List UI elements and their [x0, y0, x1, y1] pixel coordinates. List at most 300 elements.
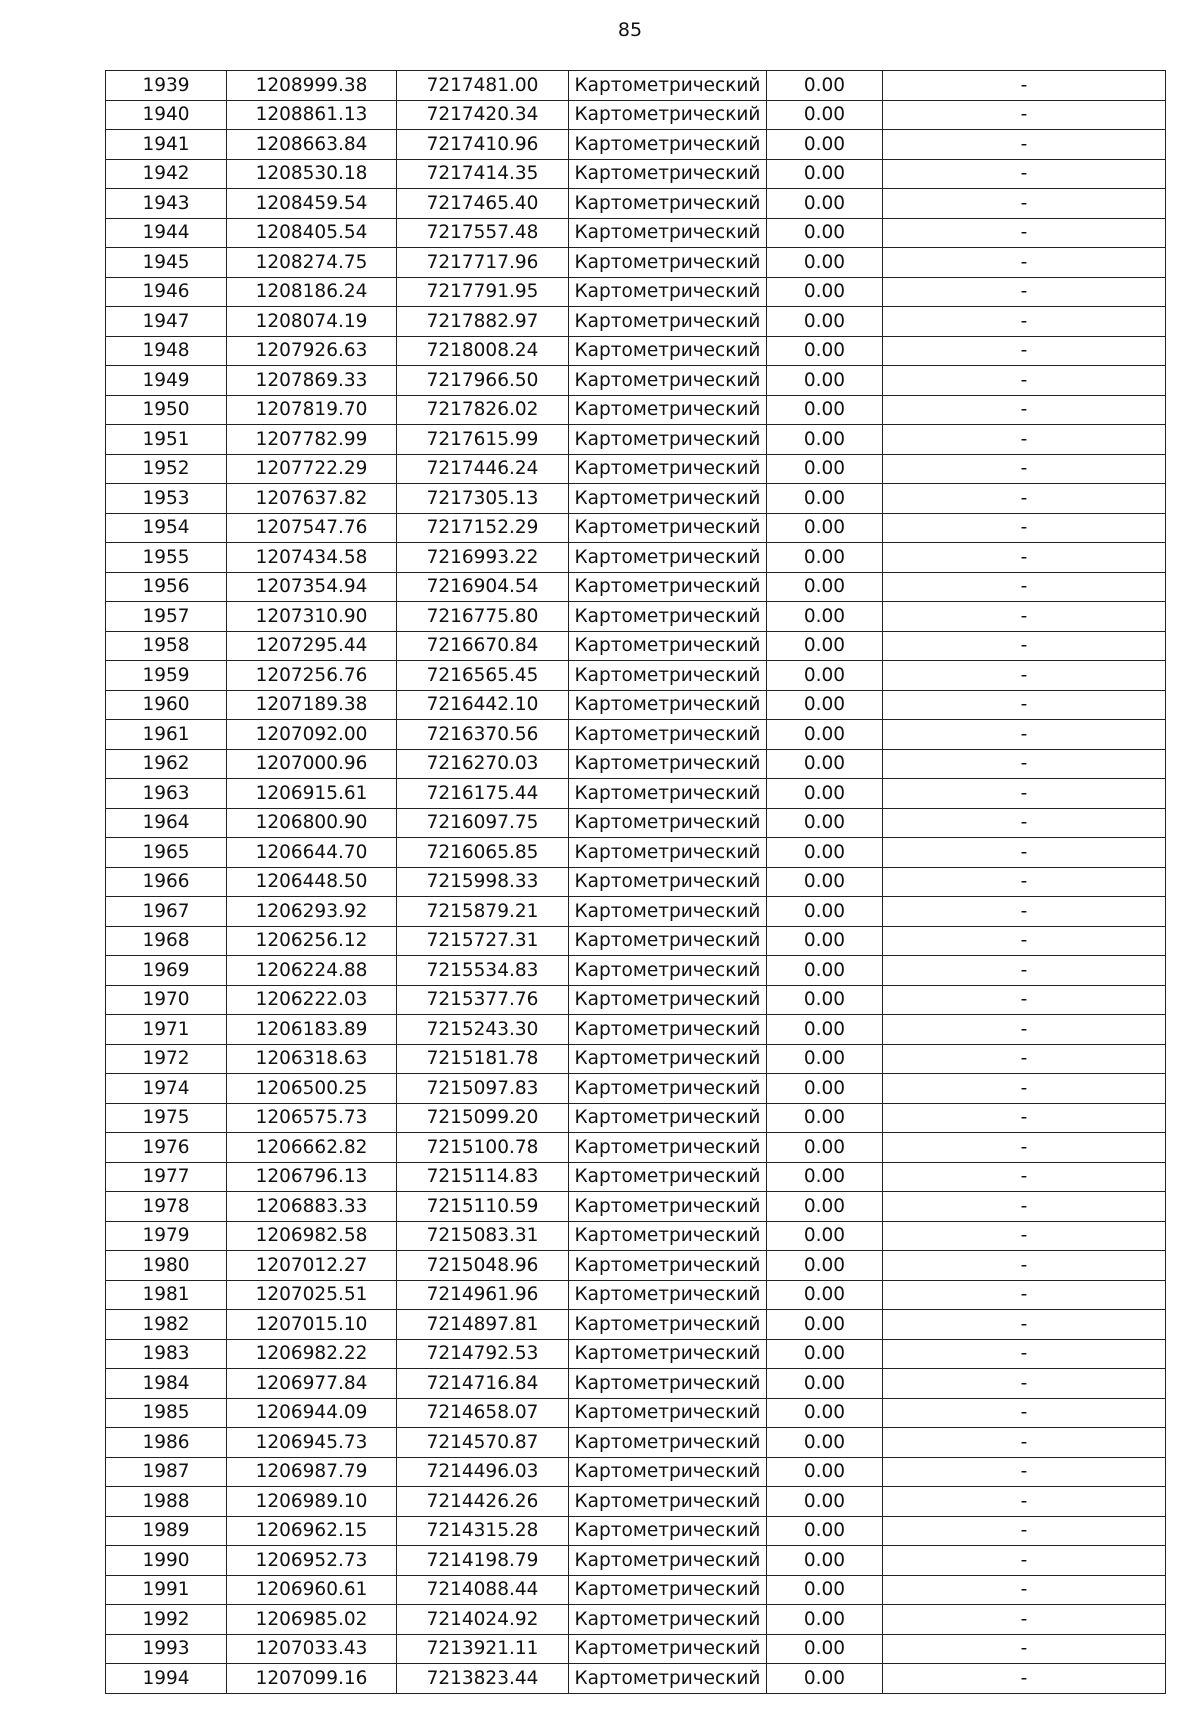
point-number-cell: 1939 [106, 71, 227, 101]
note-cell: - [883, 218, 1166, 248]
accuracy-cell: 0.00 [767, 602, 883, 632]
note-cell: - [883, 1634, 1166, 1664]
point-number-cell: 1990 [106, 1546, 227, 1576]
x-coordinate-cell: 1206796.13 [227, 1162, 397, 1192]
table-row [106, 395, 1166, 425]
accuracy-cell: 0.00 [767, 425, 883, 455]
y-coordinate-cell: 7218008.24 [397, 336, 569, 366]
note-cell: - [883, 956, 1166, 986]
x-coordinate-cell: 1207310.90 [227, 602, 397, 632]
x-coordinate-cell: 1208459.54 [227, 189, 397, 219]
table-row [106, 1546, 1166, 1576]
x-coordinate-cell: 1206989.10 [227, 1487, 397, 1517]
y-coordinate-cell: 7215181.78 [397, 1044, 569, 1074]
table-row [106, 1310, 1166, 1340]
point-number-cell: 1979 [106, 1221, 227, 1251]
point-number-cell: 1974 [106, 1074, 227, 1104]
method-cell: Картометрический [569, 631, 767, 661]
note-cell: - [883, 513, 1166, 543]
note-cell: - [883, 926, 1166, 956]
y-coordinate-cell: 7216175.44 [397, 779, 569, 809]
y-coordinate-cell: 7214897.81 [397, 1310, 569, 1340]
accuracy-cell: 0.00 [767, 130, 883, 160]
point-number-cell: 1965 [106, 838, 227, 868]
y-coordinate-cell: 7215243.30 [397, 1015, 569, 1045]
note-cell: - [883, 1516, 1166, 1546]
accuracy-cell: 0.00 [767, 513, 883, 543]
x-coordinate-cell: 1207295.44 [227, 631, 397, 661]
method-cell: Картометрический [569, 897, 767, 927]
note-cell: - [883, 1605, 1166, 1635]
method-cell: Картометрический [569, 1457, 767, 1487]
x-coordinate-cell: 1207782.99 [227, 425, 397, 455]
table-row [106, 1103, 1166, 1133]
x-coordinate-cell: 1207099.16 [227, 1664, 397, 1694]
table-row [106, 720, 1166, 750]
method-cell: Картометрический [569, 1516, 767, 1546]
note-cell: - [883, 1457, 1166, 1487]
note-cell: - [883, 690, 1166, 720]
x-coordinate-cell: 1207722.29 [227, 454, 397, 484]
method-cell: Картометрический [569, 749, 767, 779]
method-cell: Картометрический [569, 572, 767, 602]
note-cell: - [883, 454, 1166, 484]
y-coordinate-cell: 7217465.40 [397, 189, 569, 219]
method-cell: Картометрический [569, 1487, 767, 1517]
point-number-cell: 1968 [106, 926, 227, 956]
x-coordinate-cell: 1207000.96 [227, 749, 397, 779]
method-cell: Картометрический [569, 307, 767, 337]
point-number-cell: 1942 [106, 159, 227, 189]
accuracy-cell: 0.00 [767, 1221, 883, 1251]
point-number-cell: 1987 [106, 1457, 227, 1487]
x-coordinate-cell: 1207012.27 [227, 1251, 397, 1281]
note-cell: - [883, 1280, 1166, 1310]
y-coordinate-cell: 7214961.96 [397, 1280, 569, 1310]
y-coordinate-cell: 7217966.50 [397, 366, 569, 396]
point-number-cell: 1976 [106, 1133, 227, 1163]
table-row [106, 1133, 1166, 1163]
accuracy-cell: 0.00 [767, 100, 883, 130]
table-row [106, 366, 1166, 396]
table-row [106, 1192, 1166, 1222]
table-row [106, 661, 1166, 691]
table-row [106, 1015, 1166, 1045]
table-row [106, 1634, 1166, 1664]
accuracy-cell: 0.00 [767, 1605, 883, 1635]
table-row [106, 985, 1166, 1015]
point-number-cell: 1946 [106, 277, 227, 307]
table-row [106, 1605, 1166, 1635]
x-coordinate-cell: 1207025.51 [227, 1280, 397, 1310]
note-cell: - [883, 1339, 1166, 1369]
table-row [106, 926, 1166, 956]
x-coordinate-cell: 1207092.00 [227, 720, 397, 750]
note-cell: - [883, 1251, 1166, 1281]
accuracy-cell: 0.00 [767, 1516, 883, 1546]
accuracy-cell: 0.00 [767, 1398, 883, 1428]
method-cell: Картометрический [569, 720, 767, 750]
accuracy-cell: 0.00 [767, 1074, 883, 1104]
y-coordinate-cell: 7215377.76 [397, 985, 569, 1015]
accuracy-cell: 0.00 [767, 366, 883, 396]
y-coordinate-cell: 7216065.85 [397, 838, 569, 868]
method-cell: Картометрический [569, 1221, 767, 1251]
method-cell: Картометрический [569, 867, 767, 897]
table-row [106, 100, 1166, 130]
table-row [106, 71, 1166, 101]
note-cell: - [883, 572, 1166, 602]
note-cell: - [883, 71, 1166, 101]
method-cell: Картометрический [569, 1428, 767, 1458]
point-number-cell: 1989 [106, 1516, 227, 1546]
accuracy-cell: 0.00 [767, 248, 883, 278]
method-cell: Картометрический [569, 1339, 767, 1369]
method-cell: Картометрический [569, 985, 767, 1015]
point-number-cell: 1982 [106, 1310, 227, 1340]
accuracy-cell: 0.00 [767, 1162, 883, 1192]
note-cell: - [883, 484, 1166, 514]
table-row [106, 1280, 1166, 1310]
table-row [106, 631, 1166, 661]
x-coordinate-cell: 1206293.92 [227, 897, 397, 927]
y-coordinate-cell: 7214024.92 [397, 1605, 569, 1635]
method-cell: Картометрический [569, 1605, 767, 1635]
y-coordinate-cell: 7217414.35 [397, 159, 569, 189]
accuracy-cell: 0.00 [767, 484, 883, 514]
accuracy-cell: 0.00 [767, 926, 883, 956]
y-coordinate-cell: 7215100.78 [397, 1133, 569, 1163]
note-cell: - [883, 1162, 1166, 1192]
method-cell: Картометрический [569, 454, 767, 484]
accuracy-cell: 0.00 [767, 218, 883, 248]
point-number-cell: 1963 [106, 779, 227, 809]
method-cell: Картометрический [569, 1103, 767, 1133]
method-cell: Картометрический [569, 1280, 767, 1310]
point-number-cell: 1944 [106, 218, 227, 248]
point-number-cell: 1980 [106, 1251, 227, 1281]
method-cell: Картометрический [569, 425, 767, 455]
method-cell: Картометрический [569, 248, 767, 278]
note-cell: - [883, 720, 1166, 750]
method-cell: Картометрический [569, 1369, 767, 1399]
note-cell: - [883, 1487, 1166, 1517]
note-cell: - [883, 1369, 1166, 1399]
method-cell: Картометрический [569, 602, 767, 632]
note-cell: - [883, 543, 1166, 573]
y-coordinate-cell: 7217882.97 [397, 307, 569, 337]
accuracy-cell: 0.00 [767, 1369, 883, 1399]
method-cell: Картометрический [569, 1310, 767, 1340]
note-cell: - [883, 248, 1166, 278]
note-cell: - [883, 425, 1166, 455]
x-coordinate-cell: 1206960.61 [227, 1575, 397, 1605]
x-coordinate-cell: 1206987.79 [227, 1457, 397, 1487]
x-coordinate-cell: 1207819.70 [227, 395, 397, 425]
accuracy-cell: 0.00 [767, 1251, 883, 1281]
accuracy-cell: 0.00 [767, 956, 883, 986]
accuracy-cell: 0.00 [767, 543, 883, 573]
x-coordinate-cell: 1207033.43 [227, 1634, 397, 1664]
method-cell: Картометрический [569, 100, 767, 130]
method-cell: Картометрический [569, 218, 767, 248]
table-row [106, 1251, 1166, 1281]
accuracy-cell: 0.00 [767, 1664, 883, 1694]
point-number-cell: 1956 [106, 572, 227, 602]
accuracy-cell: 0.00 [767, 277, 883, 307]
accuracy-cell: 0.00 [767, 720, 883, 750]
y-coordinate-cell: 7213823.44 [397, 1664, 569, 1694]
accuracy-cell: 0.00 [767, 661, 883, 691]
accuracy-cell: 0.00 [767, 395, 883, 425]
y-coordinate-cell: 7216270.03 [397, 749, 569, 779]
accuracy-cell: 0.00 [767, 1339, 883, 1369]
table-row [106, 543, 1166, 573]
table-row [106, 1664, 1166, 1694]
accuracy-cell: 0.00 [767, 897, 883, 927]
accuracy-cell: 0.00 [767, 838, 883, 868]
method-cell: Картометрический [569, 71, 767, 101]
x-coordinate-cell: 1208861.13 [227, 100, 397, 130]
point-number-cell: 1940 [106, 100, 227, 130]
point-number-cell: 1945 [106, 248, 227, 278]
note-cell: - [883, 395, 1166, 425]
y-coordinate-cell: 7216670.84 [397, 631, 569, 661]
coordinates-table [105, 70, 1166, 1694]
method-cell: Картометрический [569, 1251, 767, 1281]
x-coordinate-cell: 1206662.82 [227, 1133, 397, 1163]
y-coordinate-cell: 7217826.02 [397, 395, 569, 425]
method-cell: Картометрический [569, 159, 767, 189]
point-number-cell: 1957 [106, 602, 227, 632]
table-row [106, 1428, 1166, 1458]
accuracy-cell: 0.00 [767, 985, 883, 1015]
y-coordinate-cell: 7215534.83 [397, 956, 569, 986]
y-coordinate-cell: 7217410.96 [397, 130, 569, 160]
note-cell: - [883, 159, 1166, 189]
point-number-cell: 1978 [106, 1192, 227, 1222]
table-row [106, 248, 1166, 278]
accuracy-cell: 0.00 [767, 307, 883, 337]
y-coordinate-cell: 7217305.13 [397, 484, 569, 514]
x-coordinate-cell: 1208074.19 [227, 307, 397, 337]
table-row [106, 1074, 1166, 1104]
y-coordinate-cell: 7215083.31 [397, 1221, 569, 1251]
note-cell: - [883, 808, 1166, 838]
note-cell: - [883, 602, 1166, 632]
x-coordinate-cell: 1207256.76 [227, 661, 397, 691]
x-coordinate-cell: 1206944.09 [227, 1398, 397, 1428]
table-row [106, 1487, 1166, 1517]
y-coordinate-cell: 7215099.20 [397, 1103, 569, 1133]
point-number-cell: 1953 [106, 484, 227, 514]
point-number-cell: 1951 [106, 425, 227, 455]
method-cell: Картометрический [569, 513, 767, 543]
note-cell: - [883, 661, 1166, 691]
note-cell: - [883, 838, 1166, 868]
table-row [106, 159, 1166, 189]
note-cell: - [883, 1192, 1166, 1222]
point-number-cell: 1991 [106, 1575, 227, 1605]
table-row [106, 838, 1166, 868]
note-cell: - [883, 1575, 1166, 1605]
point-number-cell: 1993 [106, 1634, 227, 1664]
x-coordinate-cell: 1206883.33 [227, 1192, 397, 1222]
method-cell: Картометрический [569, 690, 767, 720]
y-coordinate-cell: 7215110.59 [397, 1192, 569, 1222]
method-cell: Картометрический [569, 1133, 767, 1163]
y-coordinate-cell: 7214426.26 [397, 1487, 569, 1517]
point-number-cell: 1950 [106, 395, 227, 425]
y-coordinate-cell: 7216565.45 [397, 661, 569, 691]
method-cell: Картометрический [569, 1074, 767, 1104]
accuracy-cell: 0.00 [767, 189, 883, 219]
x-coordinate-cell: 1206945.73 [227, 1428, 397, 1458]
x-coordinate-cell: 1206256.12 [227, 926, 397, 956]
x-coordinate-cell: 1207547.76 [227, 513, 397, 543]
table-row [106, 130, 1166, 160]
method-cell: Картометрический [569, 926, 767, 956]
accuracy-cell: 0.00 [767, 572, 883, 602]
point-number-cell: 1943 [106, 189, 227, 219]
y-coordinate-cell: 7214570.87 [397, 1428, 569, 1458]
point-number-cell: 1964 [106, 808, 227, 838]
accuracy-cell: 0.00 [767, 1192, 883, 1222]
point-number-cell: 1977 [106, 1162, 227, 1192]
y-coordinate-cell: 7214198.79 [397, 1546, 569, 1576]
y-coordinate-cell: 7216370.56 [397, 720, 569, 750]
note-cell: - [883, 1103, 1166, 1133]
note-cell: - [883, 1664, 1166, 1694]
x-coordinate-cell: 1208186.24 [227, 277, 397, 307]
y-coordinate-cell: 7213921.11 [397, 1634, 569, 1664]
point-number-cell: 1975 [106, 1103, 227, 1133]
x-coordinate-cell: 1206222.03 [227, 985, 397, 1015]
table-row [106, 572, 1166, 602]
point-number-cell: 1994 [106, 1664, 227, 1694]
method-cell: Картометрический [569, 1575, 767, 1605]
method-cell: Картометрический [569, 395, 767, 425]
note-cell: - [883, 130, 1166, 160]
accuracy-cell: 0.00 [767, 454, 883, 484]
method-cell: Картометрический [569, 808, 767, 838]
accuracy-cell: 0.00 [767, 1310, 883, 1340]
point-number-cell: 1955 [106, 543, 227, 573]
note-cell: - [883, 100, 1166, 130]
y-coordinate-cell: 7216097.75 [397, 808, 569, 838]
point-number-cell: 1962 [106, 749, 227, 779]
accuracy-cell: 0.00 [767, 1103, 883, 1133]
table-row [106, 1575, 1166, 1605]
table-row [106, 218, 1166, 248]
point-number-cell: 1952 [106, 454, 227, 484]
accuracy-cell: 0.00 [767, 631, 883, 661]
x-coordinate-cell: 1208663.84 [227, 130, 397, 160]
accuracy-cell: 0.00 [767, 779, 883, 809]
accuracy-cell: 0.00 [767, 1280, 883, 1310]
accuracy-cell: 0.00 [767, 749, 883, 779]
note-cell: - [883, 1133, 1166, 1163]
note-cell: - [883, 897, 1166, 927]
y-coordinate-cell: 7217791.95 [397, 277, 569, 307]
note-cell: - [883, 277, 1166, 307]
table-row [106, 513, 1166, 543]
y-coordinate-cell: 7215048.96 [397, 1251, 569, 1281]
point-number-cell: 1954 [106, 513, 227, 543]
point-number-cell: 1960 [106, 690, 227, 720]
table-row [106, 1398, 1166, 1428]
x-coordinate-cell: 1206800.90 [227, 808, 397, 838]
table-row [106, 897, 1166, 927]
point-number-cell: 1985 [106, 1398, 227, 1428]
x-coordinate-cell: 1206183.89 [227, 1015, 397, 1045]
note-cell: - [883, 336, 1166, 366]
y-coordinate-cell: 7217615.99 [397, 425, 569, 455]
x-coordinate-cell: 1207015.10 [227, 1310, 397, 1340]
y-coordinate-cell: 7214088.44 [397, 1575, 569, 1605]
accuracy-cell: 0.00 [767, 1634, 883, 1664]
point-number-cell: 1966 [106, 867, 227, 897]
point-number-cell: 1970 [106, 985, 227, 1015]
table-row [106, 1369, 1166, 1399]
table-row [106, 484, 1166, 514]
table-row [106, 425, 1166, 455]
method-cell: Картометрический [569, 277, 767, 307]
note-cell: - [883, 779, 1166, 809]
x-coordinate-cell: 1206500.25 [227, 1074, 397, 1104]
accuracy-cell: 0.00 [767, 1487, 883, 1517]
table-row [106, 808, 1166, 838]
x-coordinate-cell: 1206982.22 [227, 1339, 397, 1369]
note-cell: - [883, 749, 1166, 779]
table-row [106, 1339, 1166, 1369]
x-coordinate-cell: 1207637.82 [227, 484, 397, 514]
note-cell: - [883, 1310, 1166, 1340]
note-cell: - [883, 189, 1166, 219]
method-cell: Картометрический [569, 543, 767, 573]
x-coordinate-cell: 1206985.02 [227, 1605, 397, 1635]
note-cell: - [883, 1074, 1166, 1104]
method-cell: Картометрический [569, 366, 767, 396]
y-coordinate-cell: 7216775.80 [397, 602, 569, 632]
point-number-cell: 1984 [106, 1369, 227, 1399]
table-row [106, 189, 1166, 219]
point-number-cell: 1972 [106, 1044, 227, 1074]
accuracy-cell: 0.00 [767, 336, 883, 366]
accuracy-cell: 0.00 [767, 1546, 883, 1576]
table-row [106, 1044, 1166, 1074]
accuracy-cell: 0.00 [767, 867, 883, 897]
method-cell: Картометрический [569, 661, 767, 691]
table-row [106, 336, 1166, 366]
table-row [106, 749, 1166, 779]
y-coordinate-cell: 7217420.34 [397, 100, 569, 130]
y-coordinate-cell: 7215998.33 [397, 867, 569, 897]
method-cell: Картометрический [569, 779, 767, 809]
y-coordinate-cell: 7215727.31 [397, 926, 569, 956]
table-row [106, 454, 1166, 484]
page-number: 85 [617, 19, 643, 41]
table-row [106, 1457, 1166, 1487]
method-cell: Картометрический [569, 956, 767, 986]
point-number-cell: 1947 [106, 307, 227, 337]
x-coordinate-cell: 1206952.73 [227, 1546, 397, 1576]
x-coordinate-cell: 1208999.38 [227, 71, 397, 101]
y-coordinate-cell: 7215097.83 [397, 1074, 569, 1104]
note-cell: - [883, 985, 1166, 1015]
x-coordinate-cell: 1207354.94 [227, 572, 397, 602]
note-cell: - [883, 307, 1166, 337]
